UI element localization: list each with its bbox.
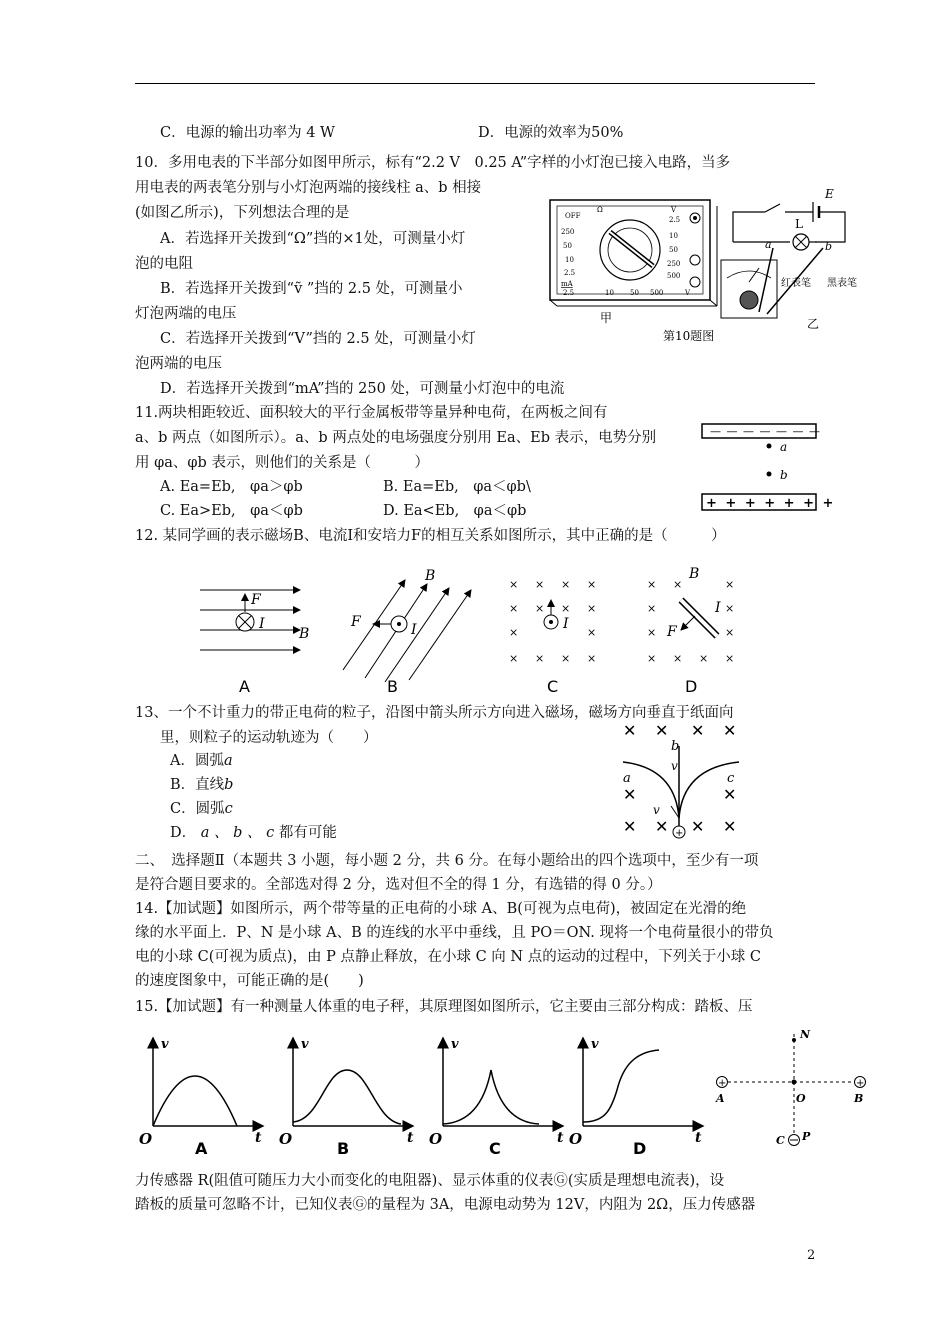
red-probe-label: 红表笔 — [781, 278, 811, 289]
q11-option-d: D. Ea<Eb, φa＜φb — [383, 503, 527, 519]
svg-text:×: × — [647, 578, 657, 591]
q12-d-label-b: B — [689, 566, 700, 582]
q14-vt-graphs — [135, 1030, 715, 1160]
q13-fig-label-v-top: v — [671, 759, 678, 773]
q13-stem-line2: 里，则粒子的运动轨迹为（ ） — [160, 730, 378, 746]
charge-label-p: P — [802, 1130, 811, 1143]
q13-option-c-text: C．圆弧 — [170, 801, 225, 817]
q13-stem-line1: 13、一个不计重力的带正电荷的粒子，沿图中箭头所示方向进入磁场，磁场方向垂直于纸面向 — [135, 705, 734, 721]
q13-option-c — [170, 798, 233, 820]
svg-text:+: + — [856, 1078, 865, 1089]
q10-option-b-cont: 灯泡两端的电压 — [135, 306, 237, 322]
svg-text:✕: ✕ — [655, 721, 669, 740]
q11-stem-line1: 11.两块相距较近、面积较大的平行金属板带等量异种电荷，在两板之间有 — [135, 405, 608, 421]
q14-graph-c — [429, 1037, 564, 1158]
q14-a-origin: O — [139, 1130, 153, 1148]
svg-text:×: × — [587, 602, 597, 615]
svg-text:×: × — [561, 578, 571, 591]
svg-text:×: × — [647, 626, 657, 639]
svg-text:✕: ✕ — [655, 817, 669, 836]
svg-text:×: × — [509, 578, 519, 591]
q12-stem: 12. 某同学画的表示磁场B、电流I和安培力F的相互关系如图所示，其中正确的是（ ） — [135, 528, 726, 544]
fig-label-yi: 乙 — [807, 317, 820, 331]
bottom-plate-charges: + + + + + + + — [706, 496, 836, 511]
svg-text:✕: ✕ — [691, 817, 705, 836]
q14-b-axis-v: v — [301, 1037, 309, 1052]
q13-fig-label-c: c — [727, 771, 735, 786]
page-number: 2 — [807, 1248, 816, 1263]
svg-text:×: × — [725, 602, 735, 615]
charge-label-n: N — [800, 1028, 811, 1041]
q14-graph-a — [139, 1037, 263, 1158]
q13-option-d-symbols: a 、 b 、 c — [200, 825, 275, 841]
q14-a-axis-v: v — [161, 1037, 169, 1052]
q13-option-a-text: A．圆弧 — [170, 753, 224, 769]
q12-diagram-c — [509, 578, 596, 696]
svg-text:×: × — [535, 652, 545, 665]
q13-option-a — [170, 750, 233, 772]
dial-label-250: 250 — [561, 228, 575, 236]
point-b-label: b — [780, 468, 788, 482]
dial-label-v-500: 500 — [667, 272, 681, 280]
q11-option-b: B. Ea=Eb, φa＜φb\ — [383, 479, 531, 495]
q12-label-b: B — [387, 677, 398, 696]
q9-option-c: C．电源的输出功率为 4 W — [160, 125, 335, 141]
dial-label-bottom-2.5: 2.5 — [563, 289, 575, 297]
dial-label-v-top: V — [671, 206, 677, 214]
black-probe-label: 黑表笔 — [827, 278, 857, 289]
q12-a-label-f: F — [251, 592, 261, 608]
q12-c-label-i: I — [563, 616, 569, 632]
q14-c-origin: O — [429, 1130, 443, 1148]
q14-c-axis-t: t — [557, 1130, 564, 1146]
svg-text:×: × — [587, 578, 597, 591]
dial-label-ohm: Ω — [597, 206, 603, 214]
q12-a-label-i: I — [259, 616, 265, 632]
fig-caption-q10: 第10题图 — [663, 329, 715, 343]
q11-option-a: A. Ea=Eb, φa＞φb — [160, 479, 303, 495]
q12-label-d: D — [685, 677, 698, 696]
q14-graph-label-d: D — [633, 1139, 647, 1158]
q12-b-label-i: I — [411, 622, 417, 638]
q11-option-c: C. Ea>Eb, φa＜φb — [160, 503, 303, 519]
svg-text:×: × — [673, 578, 683, 591]
svg-text:×: × — [509, 602, 519, 615]
q14-b-origin: O — [279, 1130, 293, 1148]
q10-option-a-cont: 泡的电阻 — [135, 256, 193, 272]
dial-label-v-10: 10 — [669, 232, 678, 240]
q13-option-d-tail: 都有可能 — [278, 825, 337, 841]
q12-a-label-b: B — [299, 626, 310, 642]
svg-text:×: × — [725, 578, 735, 591]
svg-text:✕: ✕ — [723, 817, 737, 836]
q10-stem-line2: 用电表的两表笔分别与小灯泡两端的接线柱 a、b 相接 — [135, 180, 482, 196]
q12-b-label-b: B — [425, 568, 436, 584]
svg-text:✕: ✕ — [623, 817, 637, 836]
q9-option-d: D．电源的效率为50% — [478, 125, 624, 141]
q13-figure — [615, 718, 750, 843]
q12-label-c: C — [547, 677, 559, 696]
q10-figure — [545, 182, 875, 342]
dial-label-2.5: 2.5 — [564, 269, 576, 277]
section2-line2: 是符合题目要求的。全部选对得 2 分，选对但不全的得 1 分，有选错的得 0 分。） — [135, 877, 662, 893]
q14-graph-label-c: C — [489, 1139, 501, 1158]
q12-d-label-i: I — [715, 600, 721, 616]
q12-diagram-a — [200, 590, 309, 696]
q14-graph-b — [279, 1037, 414, 1158]
q13-option-d-text: D． — [170, 825, 197, 841]
svg-text:✕: ✕ — [623, 721, 637, 740]
circuit-label-b: b — [825, 240, 833, 253]
q14-stem-line3: 电的小球 C(可视为质点)，由 P 点静止释放，在小球 C 向 N 点的运动的过程中，下列关于小球 C — [135, 949, 761, 965]
svg-text:×: × — [725, 626, 735, 639]
section2-line1: 二、 选择题Ⅱ（本题共 3 小题，每小题 2 分，共 6 分。在每小题给出的四个选项中，至少有一项 — [135, 853, 759, 869]
svg-text:×: × — [587, 652, 597, 665]
q10-option-a: A．若选择开关拨到“Ω”挡的×1处，可测量小灯 — [160, 231, 466, 247]
charge-label-a: A — [716, 1092, 725, 1105]
svg-text:×: × — [509, 626, 519, 639]
svg-text:×: × — [535, 578, 545, 591]
q11-stem-line2: a、b 两点（如图所示）。a、b 两点处的电场强度分别用 Ea、Eb 表示，电势分别 — [135, 430, 657, 446]
svg-text:✕: ✕ — [723, 785, 737, 804]
q14-graph-label-a: A — [195, 1139, 208, 1158]
charge-label-b: B — [854, 1092, 864, 1105]
q14-graph-label-b: B — [337, 1139, 350, 1158]
svg-text:+: + — [718, 1078, 727, 1089]
q13-fig-label-b: b — [671, 739, 680, 754]
q14-graph-d — [569, 1037, 703, 1158]
q12-label-a: A — [239, 677, 250, 696]
point-a-label: a — [780, 440, 788, 454]
dial-label-v-50: 50 — [669, 246, 678, 254]
q14-stem-line2: 缘的水平面上．P、N 是小球 A、B 的连线的水平中垂线，且 PO＝ON. 现将一个电荷量很小的带负 — [135, 925, 774, 941]
dial-label-bottom-500: 500 — [650, 289, 664, 297]
svg-text:✕: ✕ — [691, 721, 705, 740]
q12-diagram-b — [343, 568, 471, 696]
svg-text:×: × — [509, 652, 519, 665]
q14-stem-line1: 14.【加试题】如图所示，两个带等量的正电荷的小球 A、B(可视为点电荷)，被固定在光滑的绝 — [135, 901, 747, 917]
dial-label-ma: mA — [561, 280, 573, 288]
q14-d-origin: O — [569, 1130, 583, 1148]
q10-option-c-cont: 泡两端的电压 — [135, 356, 222, 372]
dial-label-10: 10 — [565, 256, 574, 264]
q13-option-a-symbol: a — [223, 753, 233, 769]
svg-text:×: × — [535, 602, 545, 615]
svg-text:×: × — [647, 602, 657, 615]
q11-stem-line3: 用 φa、φb 表示，则他们的关系是（ ） — [135, 455, 429, 471]
q13-option-b-text: B．直线 — [170, 777, 225, 793]
header-rule — [135, 83, 815, 84]
q14-d-axis-t: t — [695, 1130, 702, 1146]
svg-text:×: × — [673, 652, 683, 665]
q14-b-axis-t: t — [407, 1130, 414, 1146]
svg-text:×: × — [587, 626, 597, 639]
svg-text:×: × — [725, 652, 735, 665]
q13-option-b — [170, 774, 233, 796]
circuit-label-a: a — [765, 238, 772, 251]
svg-text:✕: ✕ — [723, 721, 737, 740]
q10-stem-line3: (如图乙所示)，下列想法合理的是 — [135, 205, 350, 221]
q12-diagram-d — [647, 566, 734, 696]
dial-label-bottom-50: 50 — [630, 289, 639, 297]
q15-stem-line3: 踏板的质量可忽略不计，已知仪表Ⓖ的量程为 3A，电源电动势为 12V，内阻为 2Ω，压力传感器 — [135, 1197, 756, 1213]
svg-text:×: × — [647, 652, 657, 665]
q12-d-label-f: F — [667, 624, 677, 640]
svg-text:×: × — [561, 652, 571, 665]
q15-stem-line2: 力传感器 R(阻值可随压力大小而变化的电阻器)、显示体重的仪表Ⓖ(实质是理想电流表)，设 — [135, 1173, 725, 1189]
q13-fig-label-a: a — [623, 771, 631, 786]
q12-b-label-f: F — [351, 614, 361, 630]
fig-label-jia: 甲 — [600, 311, 613, 325]
q14-c-axis-v: v — [451, 1037, 459, 1052]
charge-label-o: O — [796, 1092, 806, 1105]
circuit-label-e: E — [825, 187, 834, 201]
q11-figure — [700, 420, 836, 515]
svg-text:+: + — [675, 828, 684, 839]
svg-text:✕: ✕ — [623, 785, 637, 804]
dial-label-off: OFF — [565, 212, 581, 220]
circuit-label-l: L — [795, 217, 803, 231]
top-plate-charges: — — — — — — — — [710, 425, 821, 438]
dial-label-v-250: 250 — [667, 260, 681, 268]
q13-option-d — [170, 822, 337, 844]
dial-label-50: 50 — [563, 242, 572, 250]
dial-label-v-2.5: 2.5 — [669, 216, 681, 224]
q14-d-axis-v: v — [591, 1037, 599, 1052]
q14-charge-figure — [710, 1022, 870, 1152]
svg-text:×: × — [561, 602, 571, 615]
q13-option-b-symbol: b — [224, 777, 234, 793]
q14-stem-line4: 的速度图象中，可能正确的是( ) — [135, 973, 364, 989]
q14-a-axis-t: t — [255, 1130, 262, 1146]
svg-text:×: × — [699, 652, 709, 665]
q10-option-b: B．若选择开关拨到“ṽ ”挡的 2.5 处，可测量小 — [160, 281, 463, 297]
dial-label-v-bottom: V — [685, 289, 691, 297]
q15-stem-line1: 15.【加试题】有一种测量人体重的电子秤，其原理图如图所示，它主要由三部分构成：踏板、压 — [135, 999, 753, 1015]
q13-fig-label-v: v — [653, 803, 660, 817]
q12-figure — [195, 560, 755, 700]
q10-stem-line1: 10．多用电表的下半部分如图甲所示，标有“2.2 V 0.25 A”字样的小灯泡已接入电路，当多 — [135, 155, 731, 171]
charge-label-c: C — [776, 1134, 785, 1147]
dial-label-bottom-10: 10 — [605, 289, 614, 297]
q10-option-d: D．若选择开关拨到“mA”挡的 250 处，可测量小灯泡中的电流 — [160, 381, 565, 397]
q10-option-c: C．若选择开关拨到“V”挡的 2.5 处，可测量小灯 — [160, 331, 476, 347]
q13-option-c-symbol: c — [224, 801, 233, 817]
